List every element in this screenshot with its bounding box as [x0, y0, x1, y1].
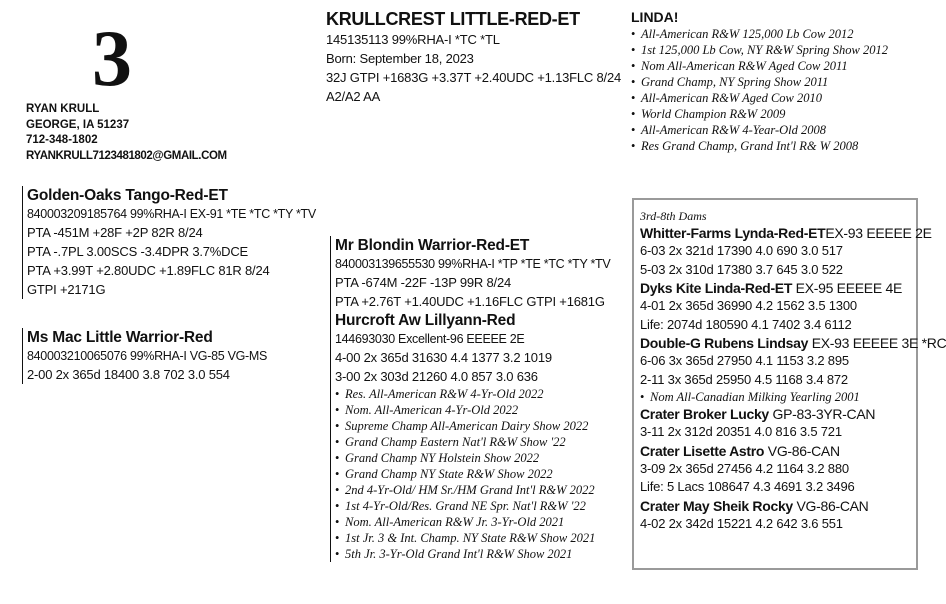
mgs-line: PTA +2.76T +1.40UDC +1.16FLC GTPI +1681G [335, 294, 605, 309]
dam-entry-name: Crater Lisette Astro VG-86-CAN [640, 442, 840, 459]
mgd-award: • 1st Jr. 3 & Int. Champ. NY State R&W Show 2021 [335, 531, 596, 545]
mgd-name: Hurcroft Aw Lillyann-Red [335, 312, 516, 329]
sire-section [22, 186, 316, 299]
subject-name: KRULLCREST LITTLE-RED-ET [326, 9, 580, 29]
owner-city: GEORGE, IA 51237 [26, 118, 130, 131]
dam-entry-name: Double-G Rubens Lindsay EX-93 EEEEE 3E *RC [640, 335, 946, 351]
mgd-line: 4-00 2x 365d 31630 4.4 1377 3.2 1019 [335, 350, 552, 365]
dam-name: LINDA! [631, 9, 679, 25]
mgd-award: • 5th Jr. 3-Yr-Old Grand Int'l R&W Show 2021 [335, 547, 573, 561]
second-dam-line: 2-00 2x 365d 18400 3.8 702 3.0 554 [27, 367, 230, 382]
sire-line: 840003209185764 99%RHA-I EX-91 *TE *TC *TY *TV [27, 207, 316, 221]
subject-reg: 145135113 99%RHA-I *TC *TL [326, 32, 500, 47]
mgd-award: • Grand Champ NY State R&W Show 2022 [335, 467, 553, 481]
dam-entry-record: 3-09 2x 365d 27456 4.2 1164 3.2 880 [640, 460, 849, 476]
dam-entry-record: 6-03 2x 321d 17390 4.0 690 3.0 517 [640, 243, 843, 258]
mgd-award: • Supreme Champ All-American Dairy Show 2022 [335, 419, 589, 433]
dam-award: • Res Grand Champ, Grand Int'l R& W 2008 [631, 139, 859, 153]
subject-genomics: 32J GTPI +1683G +3.37T +2.40UDC +1.13FLC 8/24 [326, 70, 622, 85]
second-dam-name: Ms Mac Little Warrior-Red [27, 329, 213, 346]
mgd-award: • Nom. All-American R&W Jr. 3-Yr-Old 2021 [335, 515, 565, 529]
dam-entry-record: 4-01 2x 365d 36990 4.2 1562 3.5 1300 [640, 298, 857, 313]
dam-entry-award: • Nom All-Canadian Milking Yearling 2001 [640, 390, 860, 404]
mgd-award: • 2nd 4-Yr-Old/ HM Sr./HM Grand Int'l R&W 2022 [335, 483, 595, 497]
dam-award: • Nom All-American R&W Aged Cow 2011 [631, 59, 848, 73]
dam-award: • All-American R&W 4-Year-Old 2008 [631, 123, 827, 137]
sire-name: Golden-Oaks Tango-Red-ET [27, 187, 228, 204]
second-dam-section [22, 328, 267, 384]
dam-entry-record: 6-06 3x 365d 27950 4.1 1153 3.2 895 [640, 353, 849, 368]
sire-line: PTA -.7PL 3.00SCS -3.4DPR 3.7%DCE [27, 244, 248, 259]
owner-name: RYAN KRULL [26, 103, 100, 115]
dam-entry-name: Whitter-Farms Lynda-Red-ETEX-93 EEEEE 2E [640, 225, 932, 241]
dam-entry-record: 3-11 2x 312d 20351 4.0 816 3.5 721 [640, 424, 842, 439]
subject-born: Born: September 18, 2023 [326, 51, 474, 66]
sire-line: GTPI +2171G [27, 282, 106, 297]
mgd-award: • Grand Champ Eastern Nat'l R&W Show '22 [335, 435, 566, 449]
owner-contact [26, 102, 227, 164]
dam-entry-record: 4-02 2x 342d 15221 4.2 642 3.6 551 [640, 515, 843, 531]
sire-line: PTA -451M +28F +2P 82R 8/24 [27, 225, 203, 240]
mgd-award: • Grand Champ NY Holstein Show 2022 [335, 451, 540, 465]
mgd-award: • Res. All-American R&W 4-Yr-Old 2022 [335, 387, 544, 401]
dams-box-header: 3rd-8th Dams [640, 209, 707, 223]
mgd-award: • 1st 4-Yr-Old/Res. Grand NE Spr. Nat'l R&W '22 [335, 499, 586, 513]
dam-entry-record: Life: 5 Lacs 108647 4.3 4691 3.2 3496 [640, 479, 855, 494]
mgs-line: 840003139655530 99%RHA-I *TP *TE *TC *TY *TV [335, 257, 611, 271]
mgd-line: 144693030 Excellent-96 EEEEE 2E [335, 332, 525, 346]
dam-entry-name: Crater Broker Lucky GP-83-3YR-CAN [640, 406, 876, 422]
dam-section [631, 8, 888, 154]
mgd-line: 3-00 2x 303d 21260 4.0 857 3.0 636 [335, 369, 538, 384]
mgs-line: PTA -674M -22F -13P 99R 8/24 [335, 275, 512, 290]
lot-number: 3 [92, 15, 132, 103]
mgs-name: Mr Blondin Warrior-Red-ET [335, 237, 530, 254]
dam-award: • 1st 125,000 Lb Cow, NY R&W Spring Show 2012 [631, 43, 889, 57]
owner-email: RYANKRULL7123481802@GMAIL.COM [26, 149, 227, 162]
mgd-award: • Nom. All-American 4-Yr-Old 2022 [335, 403, 519, 417]
sire-line: PTA +3.99T +2.80UDC +1.89FLC 81R 8/24 [27, 263, 270, 278]
subject-codes: A2/A2 AA [326, 89, 381, 104]
dam-entry-record: 5-03 2x 310d 17380 3.7 645 3.0 522 [640, 261, 843, 277]
dams-box [632, 198, 946, 570]
dam-award: • All-American R&W Aged Cow 2010 [631, 91, 822, 105]
dam-award: • All-American R&W 125,000 Lb Cow 2012 [631, 27, 854, 41]
dam-entry-record: 2-11 3x 365d 25950 4.5 1168 3.4 872 [640, 371, 848, 387]
owner-phone: 712-348-1802 [26, 134, 98, 146]
dam-entry-name: Dyks Kite Linda-Red-ET EX-95 EEEEE 4E [640, 280, 902, 296]
dam-award: • Grand Champ, NY Spring Show 2011 [631, 75, 829, 89]
subject-animal [326, 8, 621, 106]
dam-entry-name: Crater May Sheik Rocky VG-86-CAN [640, 497, 869, 514]
dam-entry-record: Life: 2074d 180590 4.1 7402 3.4 6112 [640, 316, 852, 332]
second-dam-line: 840003210065076 99%RHA-I VG-85 VG-MS [27, 349, 268, 363]
maternal-grandsire-section [330, 236, 610, 562]
dam-award: • World Champion R&W 2009 [631, 107, 786, 121]
